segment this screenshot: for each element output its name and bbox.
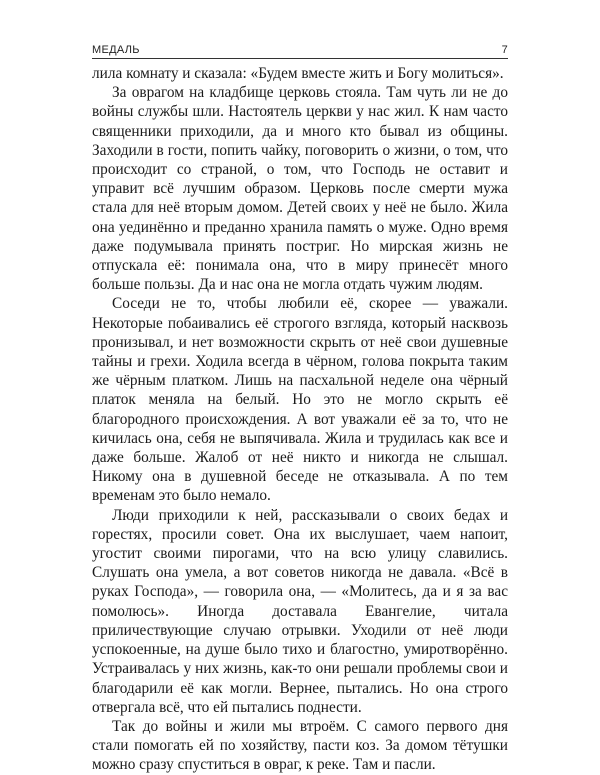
header-rule xyxy=(92,58,508,59)
page-number: 7 xyxy=(501,44,508,56)
body-text xyxy=(92,64,508,775)
chapter-title: МЕДАЛЬ xyxy=(92,44,140,56)
running-head xyxy=(92,40,508,56)
paragraph: лила комнату и сказала: «Будем вместе жить и Богу молиться». xyxy=(92,65,504,82)
paragraph: Люди приходили к ней, рассказывали о своих бедах и горестях, просили совет. Она их выслушает, чаем напоит, угостит своими пирогами, что на всю улицу славились. Слушать она умела, а вот советов никогда не давала. «Всё в руках Господа», — говорила она, — «Молитесь, да и я за вас помолюсь». Иногда доставала Евангелие, читала приличествующие случаю отрывки. Уходили от неё люди успокоенные, на душе было тихо и благостно, умиротворённо. Устраивалась у них жизнь, как-то они решали проблемы свои и благодарили её как могли. Вернее, пытались. Но она строго отвергала всё, что ей пытались поднести. xyxy=(92,506,508,716)
paragraph: Так до войны и жили мы втроём. С самого первого дня стали помогать ей по хозяйству, пасти коз. За домом тётушки можно сразу спуститься в овраг, к реке. Там и пасли. xyxy=(92,717,508,774)
paragraph: За оврагом на кладбище церковь стояла. Там чуть ли не до войны службы шли. Настоятель церкви у нас жил. К нам часто священники приходили, да и много кто бывал из общины. Заходили в гости, попить чайку, поговорить о жизни, о том, что происходит со страной, о том, что Господь не оставит и управит всё лучшим образом. Церковь после смерти мужа стала для неё вторым домом. Детей своих у неё не было. Жила она уединённо и преданно хранила память о муже. Одно время даже подумывала принять постриг. Но мирская жизнь не отпускала её: понимала она, что в миру принесёт много больше пользы. Да и нас она не могла отдать чужим людям. xyxy=(92,84,508,294)
paragraph: Соседи не то, чтобы любили её, скорее — уважали. Некоторые побаивались её строгого взгляда, который насквозь пронизывал, и нет возможности скрыть от неё свои душевные тайны и грехи. Ходила всегда в чёрном, голова покрыта таким же чёрным платком. Лишь на пасхальной неделе она чёрный платок меняла на белый. Но это не могло скрыть её благородного происхождения. А вот уважали её за то, что не кичилась она, себя не выпячивала. Жила и трудилась как все и даже больше. Жалоб от неё никто и никогда не слышал. Никому она в душевной беседе не отказывала. А по тем временам это было немало. xyxy=(92,295,508,505)
